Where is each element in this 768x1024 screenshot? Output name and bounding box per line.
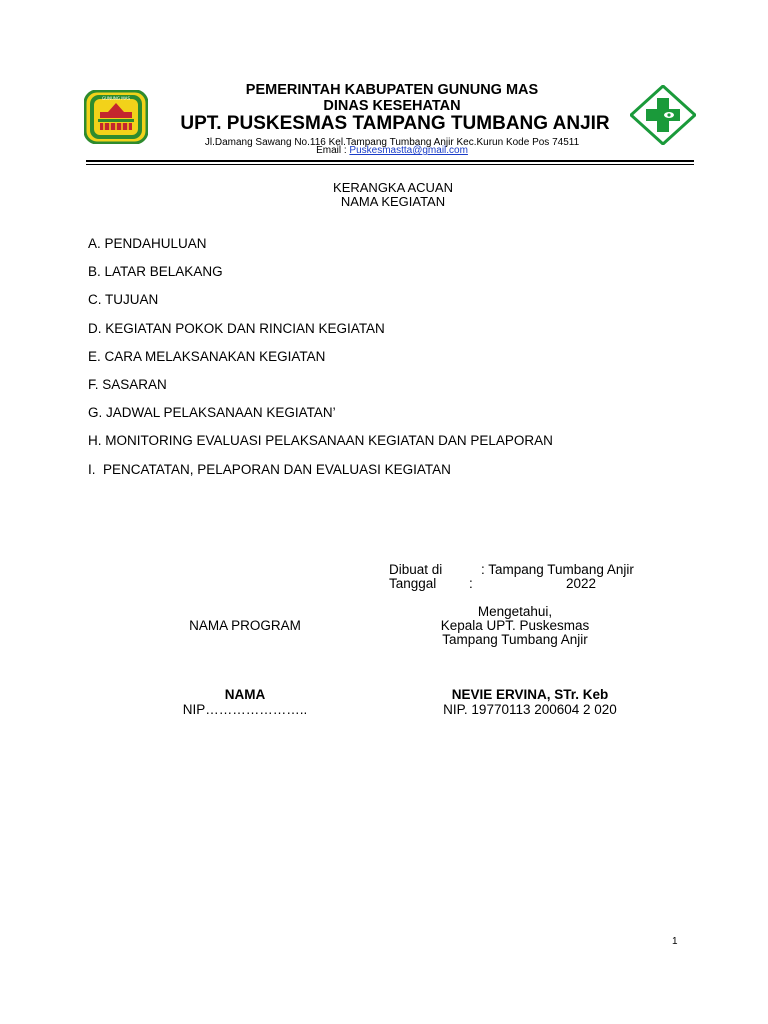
- outline-marker: A.: [88, 236, 101, 251]
- outline-text: LATAR BELAKANG: [104, 264, 223, 279]
- outline-text: CARA MELAKSANAKAN KEGIATAN: [104, 349, 326, 364]
- place-label: Dibuat di: [389, 562, 443, 577]
- letterhead-address: Jl.Damang Sawang No.116 Kel.Tampang Tumbang Anjir Kec.Kurun Kode Pos 74511: [204, 137, 580, 148]
- document-title: KERANGKA ACUAN: [333, 180, 453, 195]
- place-value: : Tampang Tumbang Anjir: [481, 562, 634, 577]
- outline-marker: H.: [88, 433, 102, 448]
- outline-text: MONITORING EVALUASI PELAKSANAAN KEGIATAN DAN PELAPORAN: [105, 433, 553, 448]
- emblem-text: GUNUNG MAS: [101, 96, 131, 101]
- outline-item: [88, 321, 385, 337]
- letterhead-divider-thick: [86, 160, 694, 162]
- program-signer-nip: NIP…………………..: [182, 702, 308, 717]
- approver-nip: NIP. 19770113 200604 2 020: [443, 702, 617, 717]
- email-label: Email :: [316, 145, 350, 156]
- outline-marker: B.: [88, 264, 101, 279]
- page-number: 1: [672, 936, 678, 947]
- date-value: 2022: [566, 576, 597, 591]
- outline-item: [88, 433, 553, 449]
- email-link[interactable]: Puskesmastta@gmail.com: [349, 145, 468, 156]
- outline-text: TUJUAN: [105, 292, 159, 307]
- program-title: NAMA PROGRAM: [189, 618, 301, 633]
- outline-item: [88, 405, 336, 421]
- approval-label: Mengetahui,: [477, 604, 553, 619]
- outline-marker: G.: [88, 405, 103, 420]
- outline-text: JADWAL PELAKSANAAN KEGIATAN’: [106, 405, 336, 420]
- outline-item: [88, 462, 451, 478]
- letterhead-divider-thin: [86, 164, 694, 165]
- outline-item: [88, 264, 223, 280]
- approver-name: NEVIE ERVINA, STr. Keb: [451, 687, 609, 702]
- date-colon: :: [469, 576, 473, 591]
- outline-marker: F.: [88, 377, 99, 392]
- outline-marker: E.: [88, 349, 101, 364]
- letterhead-email-line: [120, 145, 664, 157]
- outline-item: [88, 377, 167, 393]
- outline-text: PENDAHULUAN: [104, 236, 207, 251]
- document-subtitle: NAMA KEGIATAN: [340, 194, 446, 209]
- outline-text: SASARAN: [102, 377, 167, 392]
- letterhead-institution: UPT. PUSKESMAS TAMPANG TUMBANG ANJIR: [180, 113, 610, 134]
- outline-item: [88, 236, 207, 252]
- outline-marker: C.: [88, 292, 102, 307]
- outline-text: KEGIATAN POKOK DAN RINCIAN KEGIATAN: [105, 321, 385, 336]
- letterhead-government: PEMERINTAH KABUPATEN GUNUNG MAS: [245, 82, 539, 98]
- outline-marker: D.: [88, 321, 102, 336]
- program-signer-name: NAMA: [224, 687, 266, 702]
- approver-position: Kepala UPT. Puskesmas: [440, 618, 590, 633]
- approver-institution: Tampang Tumbang Anjir: [442, 632, 588, 647]
- outline-marker: I.: [88, 462, 96, 477]
- date-label: Tanggal: [389, 576, 437, 591]
- outline-item: [88, 349, 325, 365]
- letterhead-agency: DINAS KESEHATAN: [323, 98, 461, 114]
- outline-text: PENCATATAN, PELAPORAN DAN EVALUASI KEGIATAN: [103, 462, 451, 477]
- outline-item: [88, 292, 158, 308]
